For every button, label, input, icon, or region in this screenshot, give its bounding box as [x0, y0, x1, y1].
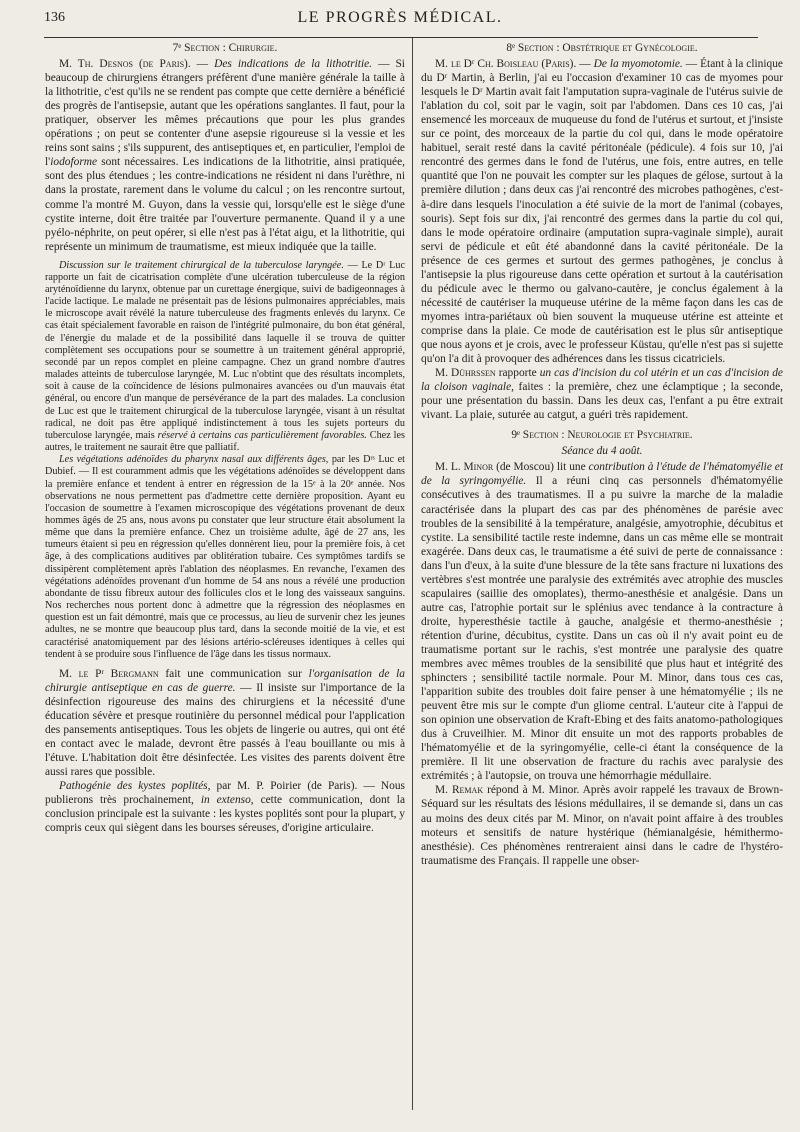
article-text-continued: Il a réuni cinq cas personnels d'hématomyélie consécutives à des traumatismes. Il a pu suivre la marche de la maladie caractérisée dans la plupart des cas par des phénomènes de parésie avec troubles de la sensibilité à la température, analgésie, amyotrophie, décubitus et cystite. La sensibilité tactile reste indemne, dans un cas même elle se montrait exagérée. Dans deux cas, le traumatisme a été suivi de perte de connaissance : dans l'un d'eux, à la suite d'une blessure de la tête sans fracture ni luxations des vertèbres s'est montrée une paralysie des extrémités avec atrophie des muscles scapulaires (saillie des omoplates), thermo-anesthésie et analgésie. Dans un autre cas, l'atrophie portait sur le splénius avec tendance à la contracture à droite, hyperesthésie tactile à gauche, analgésie et thermo-anesthésie ; rétention d'urine, décubitus, cystite. Dans un cas où il n'y avait point eu de traumatisme portant sur le rachis, s'est montrée une paralysie des quatre membres avec mêmes troubles de la sensibilité que plus haut et intégrité des sphincters ; sensibilité tactile normale. Pour M. Minor, dans tous ces cas, l'apparition subite des troubles doit faire penser à une hématomyélie ; ils ne peuvent être mis sur le compte d'un gliome central. L'auteur cite à l'appui de son opinion une observation de Kraft-Ebing et des faits anatomo-pathologiques dus à Cruveilhier. M. Minor dit ensuite un mot des rapports probables de l'hématomyélie et de la syringomyélie, celle-ci étant la conséquence de la première. Il lit une observation de fracture du rachis avec paralysie des extrémités ; à l'autopsie, on trouva une hémorrhagie médullaire. [421, 475, 783, 783]
article-text-continued: faites : la première, chez une éclamptique ; la seconde, pour une présentation du bassin. Dans les deux cas, l'enfant a pu être extrait vivant. La plaie, suturée au catgut, a guéri très rapidement. [421, 381, 783, 422]
article-text: — Étant à la clinique du Dʳ Martin, à Berlin, j'ai eu l'occasion d'examiner 10 cas de myomes pour lesquels le Dʳ Martin avait fait l'amputation supra-vaginale de l'utérus suivie de l'ablation du col, soit par le vagin, soit par l'abdomen. Dans ces 10 cas, j'ai ensemencé les morceaux de muqueuse du fond de l'utérus et surtout, et j'insiste sur ce point, des morceaux de la partie du col qui, dans le mode opératoire habituel, serait resté dans la cavité péritonéale (pédicule). 4 fois sur 10, j'ai rencontré des germes dans le fond de l'utérus, une fois, entre autres, en telle quantité que l'on ne pouvait les compter sur les plaques de gélose, surtout à la première dilution ; dans deux cas j'ai rencontré des microbes pathogènes, c'est-à-dire dans lesquels l'inoculation a été suivie de la mort de l'animal (cobayes, souris). Sept fois sur dix, j'ai rencontré des germes dans la partie du col qui, dans le mode opératoire ordinaire (amputation supra-vaginale simple), aurait servi de pédicule et eût été abandonné dans la cavité péritonéale. De la présence de ces germes et surtout des germes pathogènes, je conclus à l'antisepsie la plus rigoureuse dans cette opération et surtout à la cautérisation du pédicule avec le thermo ou galvano-cautère, je conclus également à la nécessité de cautériser la muqueuse utérine de la même façon dans les cas de myomes intra-pariétaux où bien souvent la muqueuse utérine est atteinte et comprise dans la plaie. Ce mode de cautérisation est le plus sûr antiseptique que nous ayons et je crois, avec le professeur Küstau, qu'elle n'est pas si sujette qu'on l'a dit à provoquer des adhérences dans les tissus cicatriciels. [421, 58, 783, 366]
article-author: M. le Dʳ Ch. Boisleau (Paris). — [435, 58, 591, 71]
left-column [45, 40, 405, 1118]
article-text: — Si beaucoup de chirurgiens étrangers préfèrent d'une manière générale la taille à la lithotritie, c'est qu'ils ne se rendent pas compte que cette dernière a bénéficié des progrès de l'antisepsie, autant que les opérations sanglantes. Il faut, pour la pratiquer, observer les mêmes précautions que pour les plus grandes opérations ; on peut se contenter d'une asepsie rigoureuse si la vessie et les reins sont sains ; s'ils suppurent, des antiseptiques et, en particulier, l'emploi de l' [45, 58, 405, 169]
article-lithotritie [45, 57, 405, 254]
article-title: De la myomotomie. [593, 58, 683, 71]
article-text-continued: sont nécessaires. Les indications de la lithotritie, ainsi pratiquée, sont des plus étendues ; les contre-indications ne résident ni dans l'urèthre, ni dans la prostate, rarement dans le volume du calcul ; on les rencontre surtout, comme l'a montré M. Guyon, dans la vessie qui, lorsqu'elle est le siège d'une cystite interne, doit être traitée par l'ouverture permanente. Quand il y a une pyélo-néphrite, on peut opérer, si elle n'est pas à l'état aigu, et la lithotritie, qui représente un minimum de traumatisme, est mieux indiquée que la taille. [45, 156, 405, 253]
section-heading-neurologie: 9ᵉ Section : Neurologie et Psychiatrie. [511, 429, 693, 442]
seance-date: Séance du 4 août. [561, 445, 643, 458]
article-text-continued: cette communication, dont la conclusion principale est la suivante : les kystes poplités sont pour la plupart, y compris ceux qui siègent dans les bourses séreuses, d'origine articulaire. [45, 794, 405, 835]
article-text: — Le Dʳ Luc rapporte un fait de cicatrisation complète d'une ulcération tuberculeuse de la région aryténoïdienne du larynx, obtenue par un curettage énergique, suivi de badigeonnages à l'acide lactique. Le malade ne présentait pas de lésions pulmonaires appréciables, mais le microscope avait révélé la nature tuberculeuse des fragments enlevés du larynx. Ce cas était spécialement favorable en raison de l'intégrité pulmonaire, du bon état général, de l'énergie du malade et de la possibilité dans laquelle il se trouva de quitter complètement ses occupations pour se soumettre à un traitement général approprié, secondé par un repos complet en pleine campagne. Chez un grand nombre d'autres malades atteints de tuberculose laryngée, M. Luc n'obtint que des résultats incomplets, soit à cause de la coïncidence de lésions pulmonaires avancées ou d'un mauvais état général, ou encore d'un manque de persévérance de la part des malades. La conclusion de Luc est que le traitement chirurgical de la tuberculose laryngée, visant à un résultat radical, ne doit pas être appliqué indistinctement à tous les sujets porteurs du tuberculose laryngée, mais [45, 259, 405, 441]
article-kystes-poplites [45, 779, 405, 835]
article-title: Des indications de la lithotritie. [214, 58, 373, 71]
page-number: 136 [44, 10, 65, 25]
article-author: M. Th. Desnos (de Paris). — [59, 58, 209, 71]
article-duhrssen [421, 366, 783, 422]
article-text: répond à M. Minor. Après avoir rappelé les travaux de Brown-Séquard sur les résultats des lésions médullaires, il se demande si, dans un cas au moins des deux cités par M. Minor, on n'avait point affaire à des troubles moteurs et sensitifs de nature hystérique (hémianalgésie, hémithermo-anesthésie). Ces phénomènes rentreraient ainsi dans le cadre de l'hystéro-traumatisme des Français. Il rappelle une obser- [421, 784, 783, 867]
article-vegetations-adenoides [45, 454, 405, 661]
article-text: par M. P. Poirier (de Paris). — Nous publierons très prochainement, [45, 780, 405, 807]
article-text: rapporte [495, 367, 540, 380]
article-text-continued: — Il insiste sur l'importance de la désinfection rigoureuse des mains des chirurgiens et la nécessité d'une éducation sévère et presque routinière du personnel médical pour l'application des pansements antiseptiques. Tous les objets de lingerie ou autres, qui ont été en contact avec le malade, devront être passés à l'eau bouillante ou mis à l'étuve. L'habitation doit être désinfectée. Les visites des parents doivent être aussi rares que possible. [45, 681, 405, 779]
section-heading-chirurgie: 7ᵉ Section : Chirurgie. [172, 42, 278, 54]
column-divider [412, 38, 413, 1110]
article-myomotomie [421, 57, 783, 366]
article-text: fait une communication sur [158, 667, 309, 680]
section-heading-obstetrique: 8ᵉ Section : Obstétrique et Gynécologie. [506, 42, 698, 54]
header-rule [44, 37, 758, 38]
article-author: M. Remak [435, 784, 484, 797]
article-title: Pathogénie des kystes poplités, [59, 780, 211, 793]
right-column [421, 40, 783, 1118]
article-author: M. L. Minor [435, 461, 494, 474]
article-title: contribution à l'étude de l'hématomyélie et de la syringomyélie. [421, 461, 783, 488]
article-title: Discussion sur le traitement chirurgical de la tuberculose laryngée. [59, 259, 344, 271]
article-title: l'organisation de la chirurgie antiseptique en cas de guerre. [45, 667, 405, 694]
article-author: M. Dührssen [435, 367, 496, 380]
article-title: un cas d'incision du col utérin et un cas d'incision de la cloison vaginale, [421, 367, 783, 394]
article-emphasis: iodoforme [50, 156, 98, 169]
article-tuberculose-laryngee [45, 260, 405, 455]
article-minor [421, 460, 783, 783]
journal-title: LE PROGRÈS MÉDICAL. [297, 9, 503, 26]
page-header [30, 6, 770, 32]
article-emphasis: in extenso, [200, 794, 254, 807]
article-title: Les végétations adénoïdes du pharynx nasal aux différents âges, [59, 454, 329, 466]
article-bergmann [45, 667, 405, 779]
article-text: (de Moscou) lit une [493, 461, 589, 474]
article-emphasis: réservé à certains cas particulièrement favorables. [157, 429, 367, 441]
article-text: par les Dʳˢ Luc et Dubief. — Il est couramment admis que les végétations adénoïdes se développent dans la première enfance et tendent à entrer en régression de la 15ᵉ à la 20ᵉ année. Nos observations ne nous permettent pas d'admettre cette dernière proposition. Ayant eu l'occasion de soumettre à l'examen microscopique des végétations provenant de deux hommes âgés de 25 ans, nous avons pu constater que leur structure était absolument la même que dans la première enfance. Chez un troisième adulte, âgé de 27 ans, les tumeurs étaient si peu en régression qu'elles donnèrent lieu, pour la première fois, à cet âge, à des complications auditives par oblitération tubaire. Ces symptômes tardifs se dissipèrent complètement après l'ablation des néoplasmes. En revanche, l'examen des végétations adénoïdes provenant d'un homme de 54 ans nous a révélé une production abondante de tissu fibreux autour des follicules clos et le long des vaisseaux sanguins. Nos recherches nous portent donc à admettre que la régression des néoplasmes en question est un fait démontré, mais que ce processus, au lieu de survenir chez les jeunes adultes, ne se montre que beaucoup plus tard, dans la seconde moitié de la vie, et est caractérisé anatomiquement par des lésions artério-scléreuses identiques à celles qui tendent à se produire sous l'influence de l'âge dans les tissus normaux. [45, 454, 405, 660]
article-text-continued: Chez les autres, le traitement ne saurait être que palliatif. [45, 429, 405, 454]
article-author: M. le Pʳ Bergmann [59, 667, 159, 680]
article-remak [421, 783, 783, 867]
